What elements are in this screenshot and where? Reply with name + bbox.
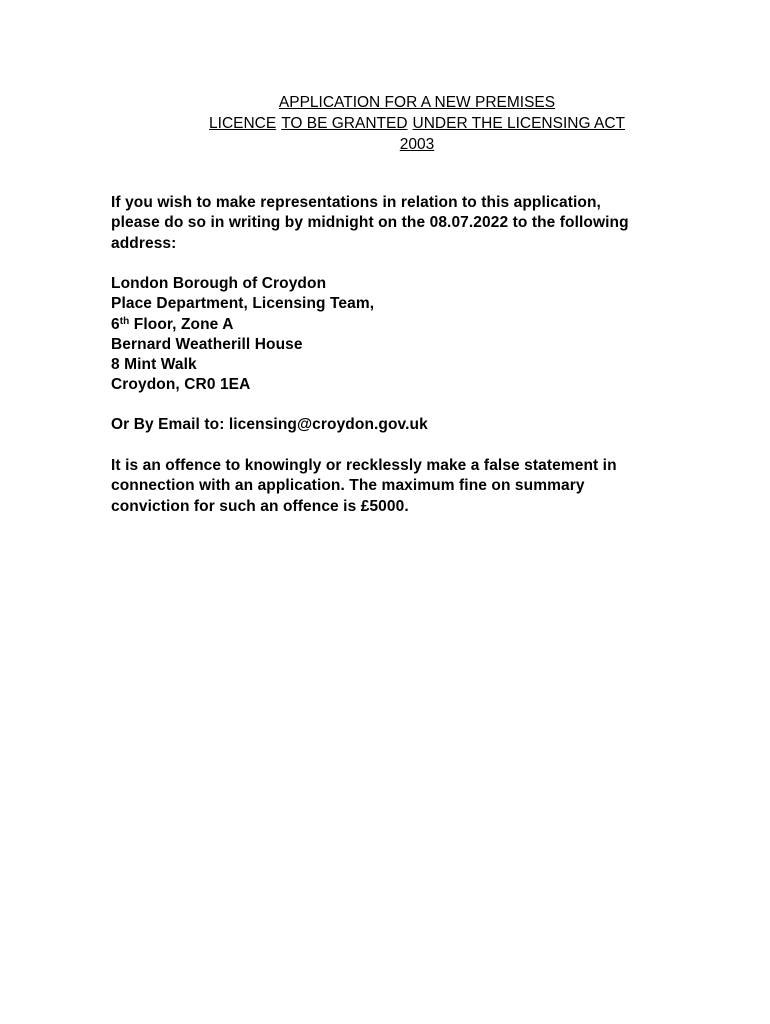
- intro-line-2: please do so in writing by midnight on the 08.07.2022 to the following: [111, 214, 629, 232]
- document-title: [0, 92, 770, 155]
- intro-line-3: address:: [111, 234, 177, 252]
- address-line-3: 6th Floor, Zone A: [111, 315, 234, 333]
- email-contact: [111, 415, 731, 435]
- address-line-5: 8 Mint Walk: [111, 356, 197, 374]
- offence-line-1: It is an offence to knowingly or recklessly make a false statement in: [111, 457, 617, 474]
- address-line-2: Place Department, Licensing Team,: [111, 295, 375, 313]
- intro-paragraph: [111, 193, 731, 254]
- email-line: Or By Email to: licensing@croydon.gov.uk: [111, 416, 428, 433]
- address-line-6: Croydon, CR0 1EA: [111, 376, 251, 394]
- floor-ordinal-suffix: th: [119, 315, 130, 327]
- address-line-4: Bernard Weatherill House: [111, 335, 303, 353]
- address-line-1: London Borough of Croydon: [111, 275, 327, 292]
- offence-notice: [111, 456, 731, 517]
- offence-line-2: connection with an application. The maximum fine on summary: [111, 477, 585, 495]
- postal-address: [111, 274, 731, 396]
- intro-line-1: If you wish to make representations in relation to this application,: [111, 194, 601, 211]
- title-line-2: LICENCE TO BE GRANTED UNDER THE LICENSING ACT: [209, 115, 625, 132]
- title-line-1: APPLICATION FOR A NEW PREMISES: [278, 94, 556, 111]
- offence-line-3: conviction for such an offence is £5000.: [111, 497, 409, 515]
- title-line-3: 2003: [399, 136, 435, 153]
